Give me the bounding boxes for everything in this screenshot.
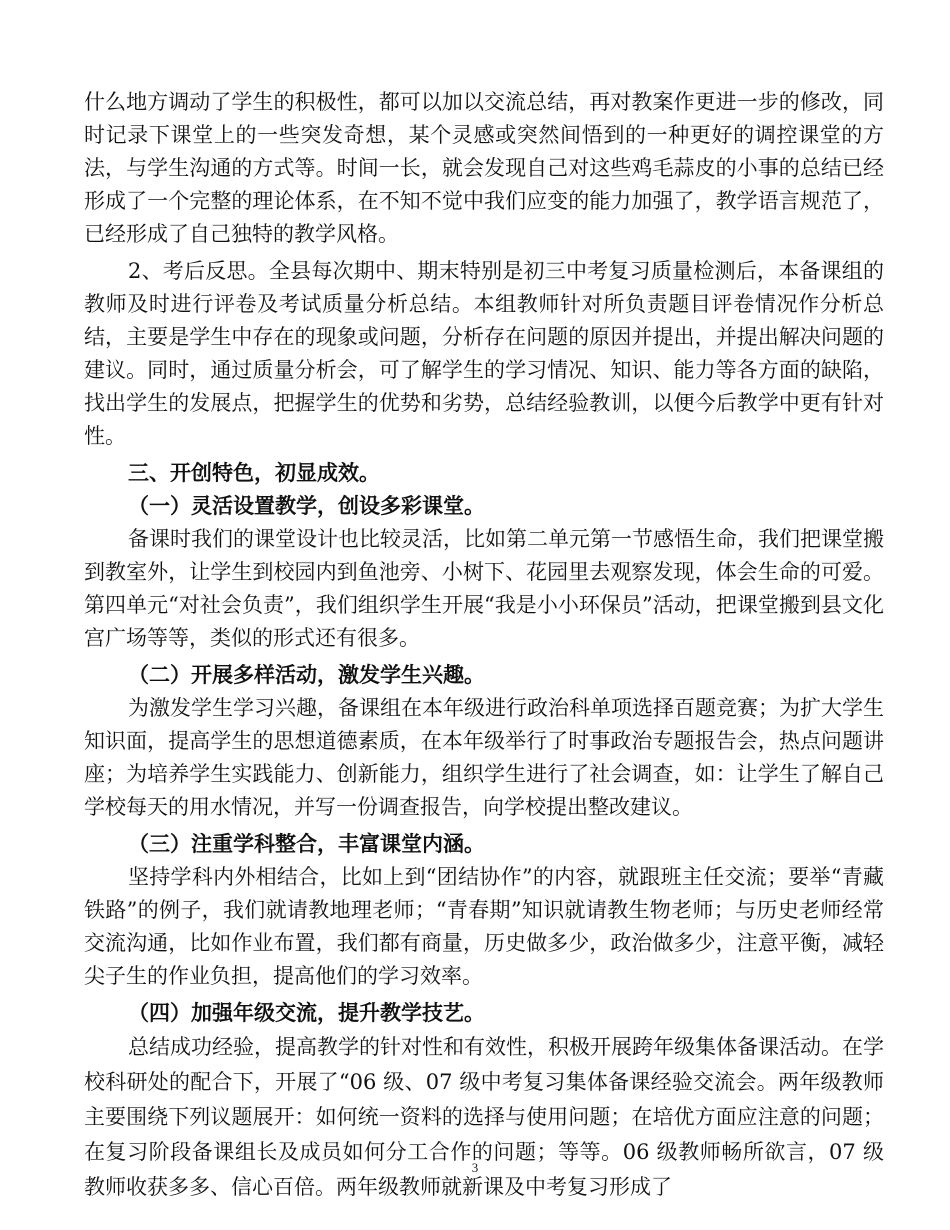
paragraph-2: 2、考后反思。全县每次期中、期末特别是初三中考复习质量检测后，本备课组的教师及时进行评卷及考试质量分析总结。本组教师针对所负责题目评卷情况作分析总结，主要是学生中存在的现象或问题，分析存在问题的原因并提出，并提出解决问题的建议。同时，通过质量分析会，可了解学生的学习情况、知识、能力等各方面的缺陷，找出学生的发展点，把握学生的优势和劣势，总结经验教训，以便今后教学中更有针对性。 <box>84 259 884 448</box>
document-body <box>84 86 884 1205</box>
subheading-4: （四）加强年级交流，提升教学技艺。 <box>128 1001 485 1025</box>
paragraph-6: 总结成功经验，提高教学的针对性和有效性，积极开展跨年级集体备课活动。在学校科研处的配合下，开展了“06 级、07 级中考复习集体备课经验交流会。两年级教师主要围绕下列议题展开：如何统一资料的选择与使用问题；在培优方面应注意的问题；在复习阶段备课组长及成员如何分工合作的问题；等等。06 级教师畅所欲言，07 级教师收获多多、信心百倍。两年级教师就新课及中考复习形成了 <box>84 1035 884 1199</box>
paragraph-1: 什么地方调动了学生的积极性，都可以加以交流总结，再对教案作更进一步的修改，同时记录下课堂上的一些突发奇想，某个灵感或突然间悟到的一种更好的调控课堂的方法，与学生沟通的方式等。时间一长，就会发现自己对这些鸡毛蒜皮的小事的总结已经形成了一个完整的理论体系，在不知不觉中我们应变的能力加强了，教学语言规范了，已经形成了自己独特的教学风格。 <box>84 90 884 246</box>
paragraph-4: 为激发学生学习兴趣，备课组在本年级进行政治科单项选择百题竞赛；为扩大学生知识面，提高学生的思想道德素质，在本年级举行了时事政治专题报告会，热点问题讲座；为培养学生实践能力、创新能力，组织学生进行了社会调查，如：让学生了解自己学校每天的用水情况，并写一份调查报告，向学校提出整改建议。 <box>84 696 884 819</box>
subheading-1: （一）灵活设置教学，创设多彩课堂。 <box>128 494 485 518</box>
section-heading: 三、开创特色，初显成效。 <box>128 461 380 485</box>
page-number: 3 <box>471 1160 479 1175</box>
subheading-2: （二）开展多样活动，激发学生兴趣。 <box>128 663 485 687</box>
paragraph-5: 坚持学科内外相结合，比如上到“团结协作”的内容，就跟班主任交流；要举“青藏铁路”的例子，我们就请教地理老师；“青春期”知识就请教生物老师；与历史老师经常交流沟通，比如作业布置，我们都有商量，历史做多少，政治做多少，注意平衡，减轻尖子生的作业负担，提高他们的学习效率。 <box>84 865 884 988</box>
subheading-3: （三）注重学科整合，丰富课堂内涵。 <box>128 832 485 856</box>
paragraph-3: 备课时我们的课堂设计也比较灵活，比如第二单元第一节感悟生命，我们把课堂搬到教室外，让学生到校园内到鱼池旁、小树下、花园里去观察发现，体会生命的可爱。第四单元“对社会负责”，我们组织学生开展“我是小小环保员”活动，把课堂搬到县文化宫广场等等，类似的形式还有很多。 <box>84 527 884 650</box>
